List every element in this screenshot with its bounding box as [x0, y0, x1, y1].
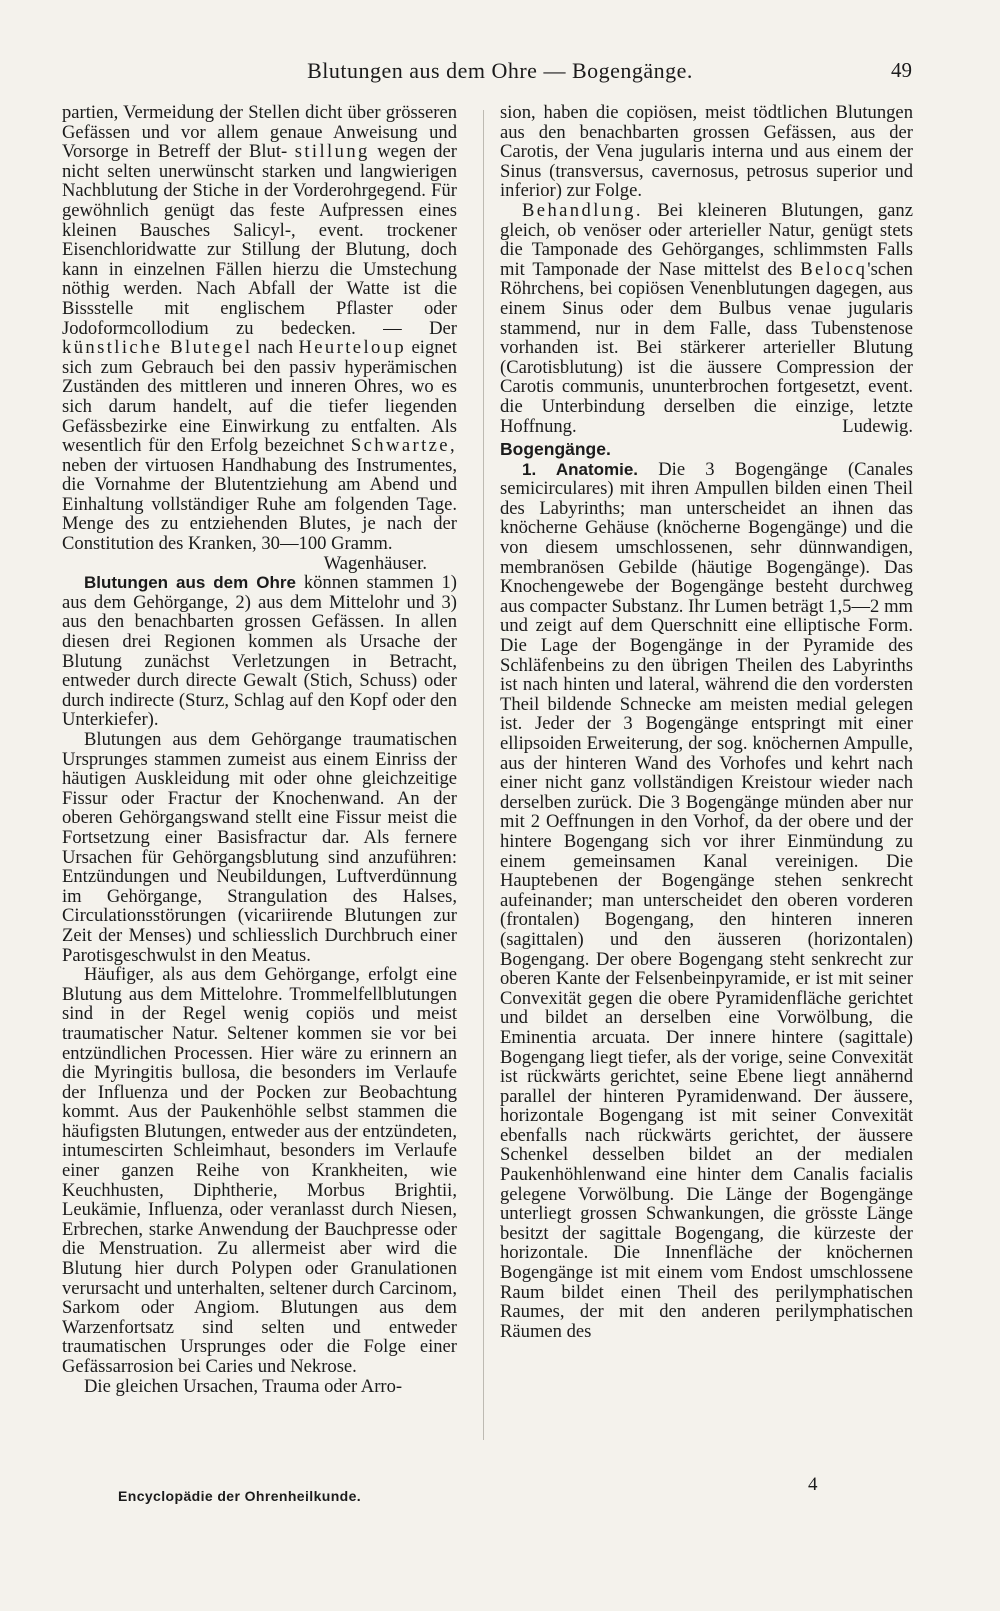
spaced-term: Heurteloup — [298, 337, 407, 359]
paragraph: sion, haben die copiösen, meist tödtlichen Blutungen aus den benachbarten grossen Gefässen, aus der Carotis, der Vena jugularis interna und aus einem der Sinus (transversus, cavernosus, petrosus superior und inferior) zur Folge. — [500, 102, 913, 202]
text-run: Die 3 Bogengänge (Canales semicirculares) mit ihren Ampullen bilden einen Theil des Labyrinths; man unterscheidet an ihnen das knöcherne Gehäuse (knöcherne Bogengänge) und die von diesem umschlossenen, sehr dünnwandigen, membranösen Gebilde (häutige Bogengänge). Das Knochengewebe der Bogengänge besteht durchweg aus compacter Substanz. Ihr Lumen beträgt 1,5—2 mm und zeigt auf dem Querschnitt eine elliptische Form. Die Lage der Bogengänge in der Pyramide des Schläfenbeins zu den übrigen Theilen des Labyrinths ist nach hinten und lateral, während die den vordersten Theil bildende Schnecke am meisten medial gelegen ist. Jeder der 3 Bogengänge entspringt mit einer ellipsoiden Erweiterung, der sog. knöchernen Ampulle, aus der hinteren Wand des Vorhofes und kehrt nach einer nicht ganz vollständigen Kreistour wieder nach derselben zurück. Die 3 Bogengänge münden aber nur mit 2 Oeffnungen in den Vorhof, da der obere und der hintere Bogengang sich vor ihrer Einmündung zu einem gemeinsamen Kanal vereinigen. Die Hauptebenen der Bogengänge stehen senkrecht aufeinander; man unterscheidet den oberen vorderen (frontalen) Bogengang, den hinteren inneren (sagittalen) und den äusseren (horizontalen) Bogengang. Der obere Bogengang steht senkrecht zur oberen Kante der Felsenbeinpyramide, er ist mit seiner Convexität gegen die obere Pyramidenfläche gerichtet und bildet an derselben eine Vorwölbung, die Eminentia arcuata. Der innere hintere (sagittale) Bogengang liegt tiefer, als der vorige, seine Convexität ist rückwärts gerichtet, seine Ebene liegt annähernd parallel der hinteren Pyramidenwand. Der äussere, horizontale Bogengang ist mit seiner Convexität ebenfalls nach rückwärts gerichtet, der äussere Schenkel desselben bildet an der medialen Paukenhöhlenwand eine hinter dem Canalis facialis gelegene Vorwölbung. Die Länge der Bogengänge unterliegt grossen Schwankungen, die grösste Länge besitzt der sagittale Bogengang, die kürzeste der horizontale. Die Innenfläche der knöchernen Bogengänge ist mit einem vom Endost umschlossene Raum bildet einen Theil des perilymphatischen Raumes, der mit den anderen perilymphatischen Räumen des — [500, 458, 913, 1342]
paragraph: Die gleichen Ursachen, Trauma oder Arro- — [84, 1375, 403, 1397]
author-signature: Ludewig. — [842, 415, 913, 437]
text-run: Bei kleineren Blutungen, ganz gleich, ob venöser oder arterieller Natur, genügt stets die Tamponade des Gehörganges, schlimmsten Falls mit Tamponade der Nase mittelst des — [500, 199, 913, 280]
left-column — [62, 103, 457, 1396]
text-run: 'schen Röhrchens, bei copiösen Venenblutungen dagegen, aus einem Sinus oder dem Bulbus venae jugularis stammend, nur in dem Falle, dass Tubenstenose vorhanden ist. Bei stärkerer arterieller Blutung (Carotisblutung) ist die äussere Compression der Carotis communis, ununterbrochen fortgesetzt, event. die Unterbindung derselben die einzige, letzte Hoffnung. — [500, 258, 913, 437]
spaced-term: Behandlung. — [522, 199, 643, 221]
spaced-term: künstliche Blutegel — [62, 337, 253, 359]
text-run: nach — [257, 337, 294, 359]
section-heading: Bogengänge. — [500, 439, 611, 460]
footer-source: Encyclopädie der Ohrenheilkunde. — [118, 1488, 362, 1504]
subsection-heading: 1. Anatomie. — [522, 459, 639, 479]
spaced-term: Belocq — [800, 258, 868, 280]
text-run: neben der virtuosen Handhabung des Instrumentes, die Vornahme der Blutentziehung am Abend und Einhaltung vollständiger Ruhe am folgenden Tage. Menge des zu entziehenden Blutes, je nach der Constitution des Kranken, 30—100 Gramm. — [62, 454, 457, 555]
paragraph — [62, 103, 457, 554]
text-run: wegen der nicht selten unerwünscht starken und langwierigen Nachblutung der Stiche in der Vorderohrgegend. Für gewöhnlich genügt das feste Aufpressen eines kleinen Bausches Salicyl-, event. trockener Eisenchloridwatte zur Stillung der Blutung, doch kann in einzelnen Fällen hierzu die Umstechung nöthig werden. Nach Abfall der Watte ist die Bissstelle mit englischem Pflaster oder Jodoformcollodium zu bedecken. — Der — [62, 141, 458, 339]
paragraph — [500, 460, 913, 1342]
author-signature: Wagenhäuser. — [323, 552, 427, 574]
running-head: Blutungen aus dem Ohre — Bogengänge. — [307, 58, 693, 83]
paragraph — [62, 573, 457, 730]
right-column — [500, 103, 913, 1341]
paragraph: Blutungen aus dem Gehörgange traumatischen Ursprunges stammen zumeist aus einem Einriss der häutigen Auskleidung mit oder ohne gleichzeitige Fissur oder Fractur der Knochenwand. An der oberen Gehörgangswand stellt eine Fissur meist die Fortsetzung einer Basisfractur dar. Als fernere Ursachen für Gehörgangsblutung sind anzuführen: Entzündungen und Neubildungen, Luftverdünnung im Gehörgange, Strangulation des Halses, Circulationsstörungen (vicariirende Blutungen zur Zeit der Menses) und schliesslich Durchbruch einer Parotisgeschwulst in den Meatus. — [62, 729, 457, 966]
spaced-term: stillung — [294, 141, 370, 163]
text-run: partien, Vermeidung der Stellen dicht über grösseren Gefässen und vor allem genaue Anweisung und Vorsorge in Betreff der Blut- — [62, 102, 457, 163]
paragraph — [500, 201, 913, 436]
column-divider — [483, 110, 484, 1440]
text-run: eignet sich zum Gebrauch bei den passiv hyperämischen Zuständen des mittleren und inneren Ohres, wo es sich darum handelt, auf die tiefer liegenden Gefässbezirke eine Einwirkung zu entfalten. Als wesentlich für den Erfolg bezeichnet — [62, 337, 457, 457]
entry-heading: Blutungen aus dem Ohre — [84, 573, 296, 593]
paragraph: Häufiger, als aus dem Gehörgange, erfolgt eine Blutung aus dem Mittelohre. Trommelfellblutungen sind in der Regel wenig copiös und meist traumatischer Natur. Seltener kommen sie vor bei entzündlichen Processen. Hier wäre zu erinnern an die Myringitis bullosa, die besonders im Verlaufe der Influenza und der Pocken zur Beobachtung kommt. Aus der Paukenhöhle selbst stammen die häufigsten Blutungen, entweder aus der entzündeten, intumescirten Schleimhaut, besonders im Verlaufe einer ganzen Reihe von Krankheiten, wie Keuchhusten, Diphtherie, Morbus Brightii, Leukämie, Influenza, oder veranlasst durch Niesen, Erbrechen, starke Anwendung der Bauchpresse oder die Menstruation. Zu allermeist aber wird die Blutung hier durch Polypen oder Granulationen verursacht und unterhalten, seltener durch Carcinom, Sarkom oder Angiom. Blutungen aus dem Warzenfortsatz sind selten und entweder traumatischen Ursprunges oder die Folge einer Gefässarrosion bei Caries und Nekrose. — [62, 964, 457, 1377]
text-run: können stammen 1) aus dem Gehörgange, 2) aus dem Mittelohr und 3) aus den benachbarten grossen Gefässen. In allen diesen drei Regionen kommen als Ursache der Blutung zunächst Verletzungen in Betracht, entweder durch directe Gewalt (Stich, Schuss) oder durch indirecte (Sturz, Schlag auf den Kopf oder den Unterkiefer). — [62, 572, 457, 731]
spaced-term: Schwartze, — [350, 435, 457, 457]
page-number: 49 — [891, 58, 912, 82]
signature-mark: 4 — [808, 1474, 818, 1495]
